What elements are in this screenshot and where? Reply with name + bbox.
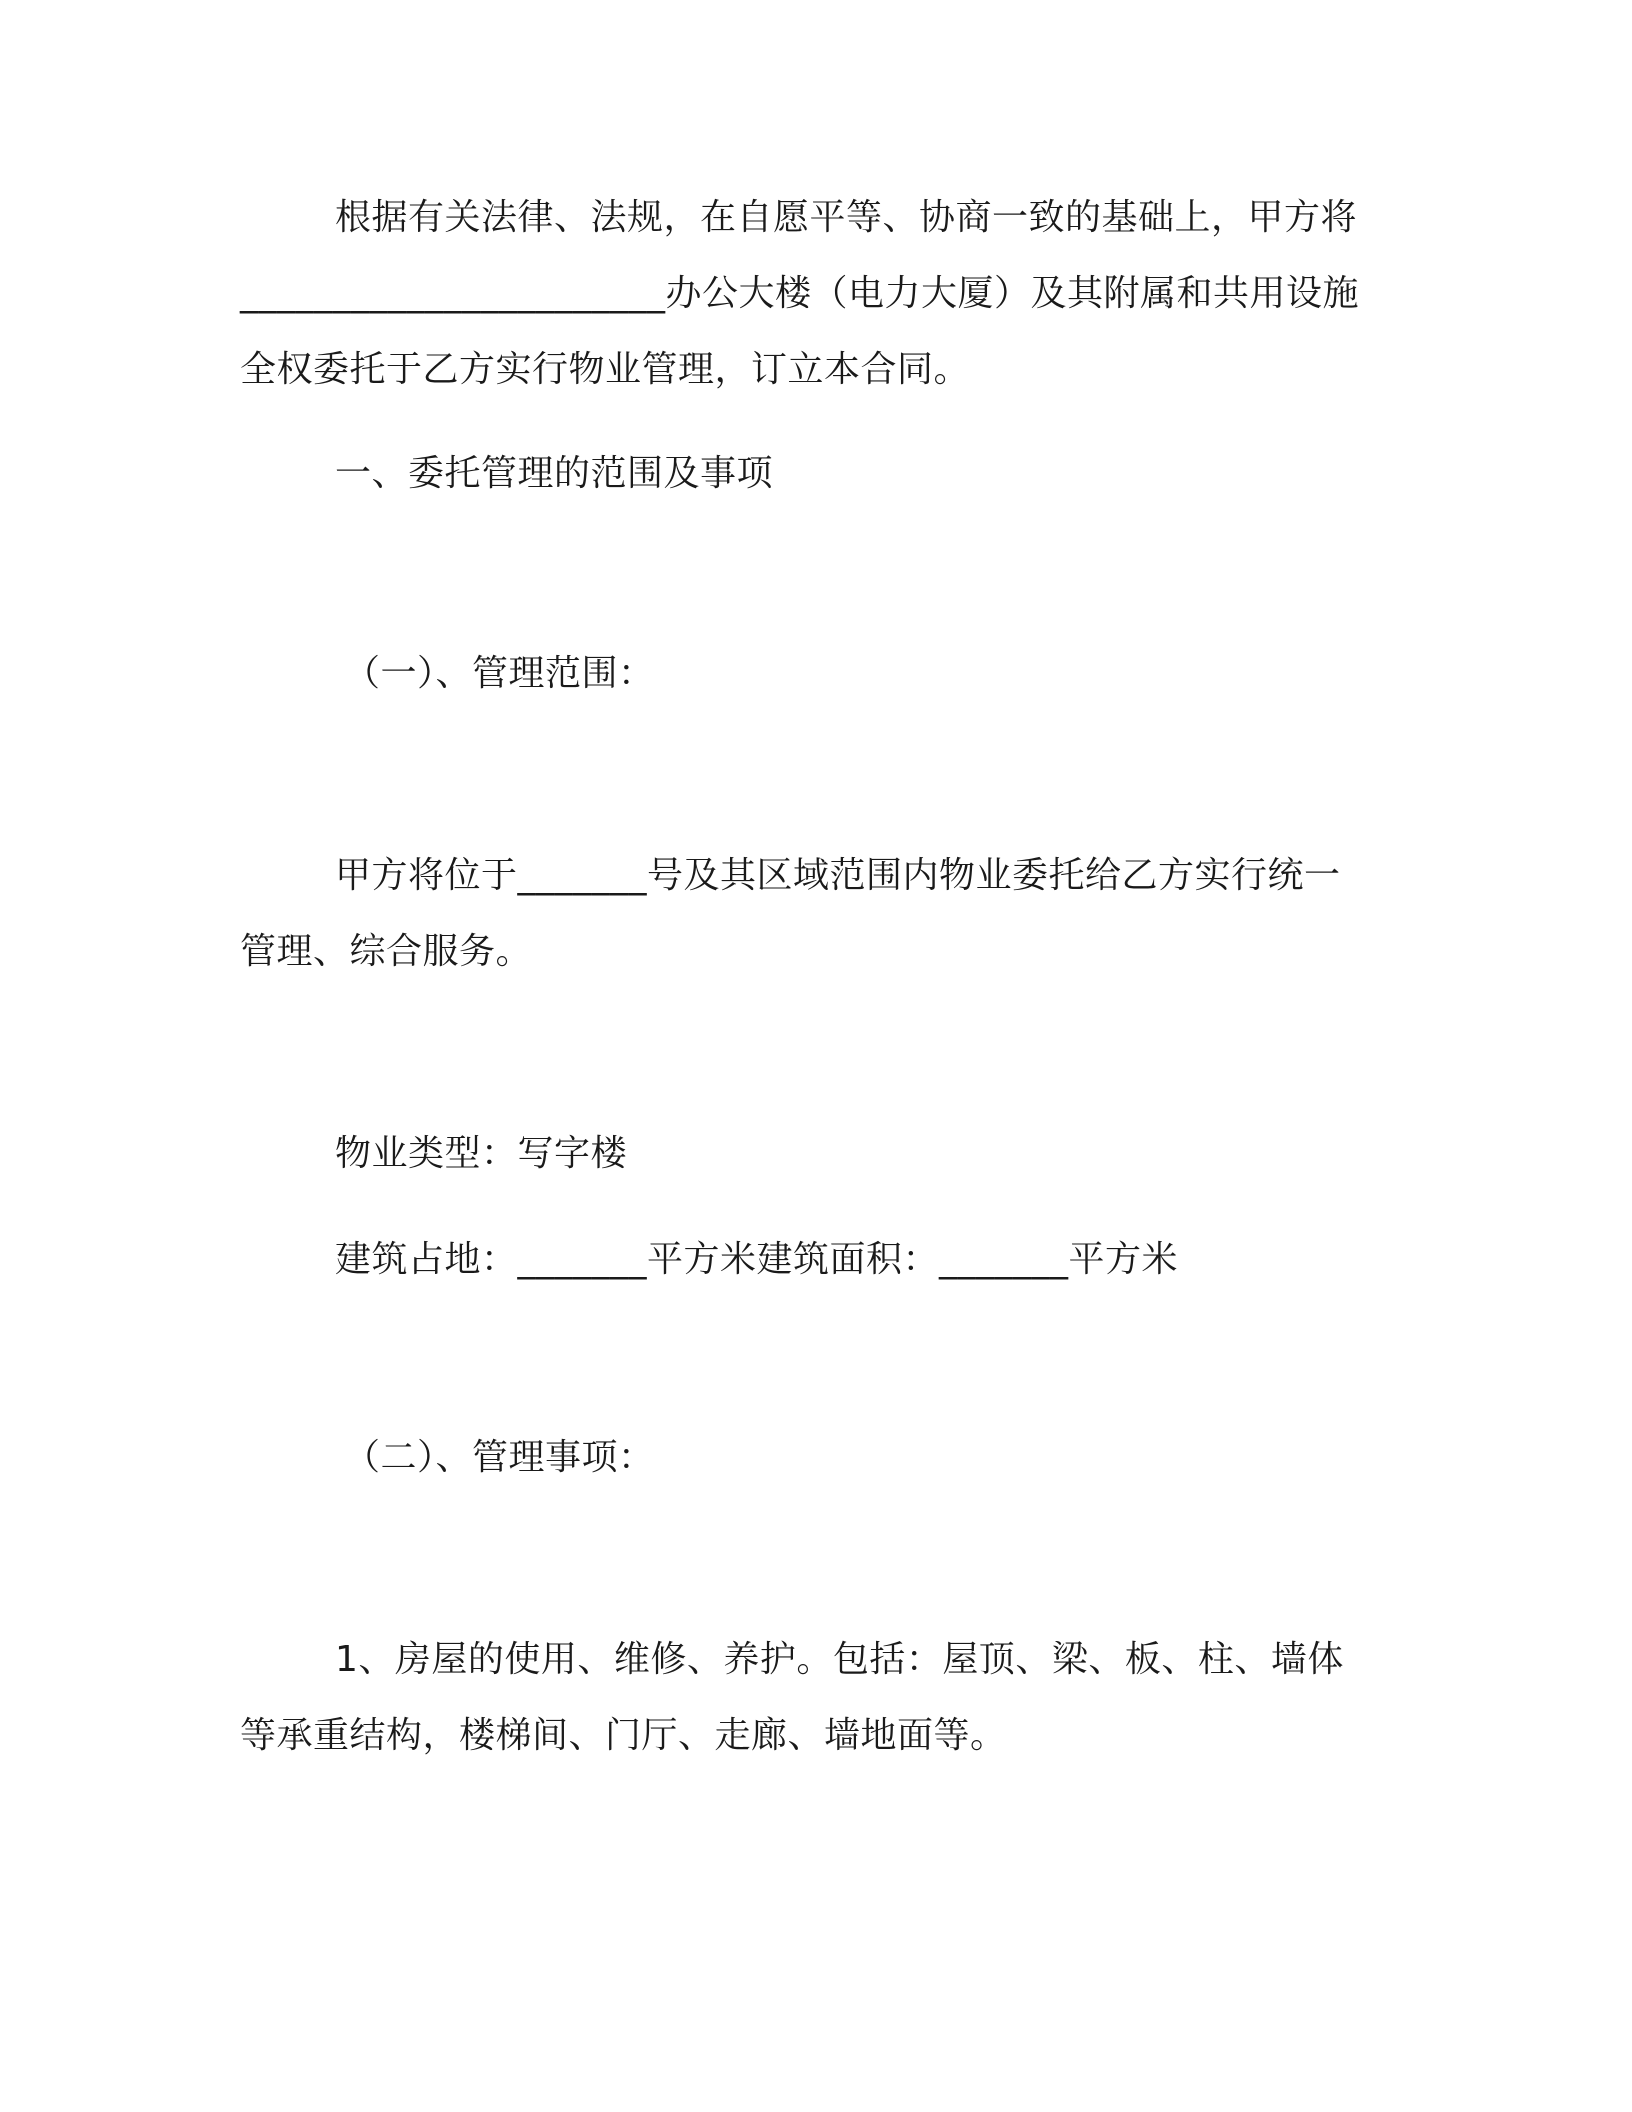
item-1-line-2: 等承重结构，楼梯间、门厅、走廊、墙地面等。 bbox=[240, 1715, 1007, 1756]
section-1-title: 一、委托管理的范围及事项 bbox=[335, 453, 774, 494]
paragraph-2-line-1: 甲方将位于_______号及其区域范围内物业委托给乙方实行统一 bbox=[335, 855, 1341, 896]
item-1-line-1: 1、房屋的使用、维修、养护。包括：屋顶、梁、板、柱、墙体 bbox=[335, 1639, 1344, 1680]
building-area-line: 建筑占地：_______平方米建筑面积：_______平方米 bbox=[335, 1239, 1179, 1280]
subsection-2-title: （二）、管理事项： bbox=[344, 1437, 655, 1478]
subsection-1-title: （一）、管理范围： bbox=[344, 653, 655, 694]
property-type-line: 物业类型：写字楼 bbox=[335, 1133, 628, 1174]
paragraph-1-line-2: _______________________办公大楼（电力大厦）及其附属和共用设施 bbox=[240, 273, 1360, 314]
paragraph-1-line-3: 全权委托于乙方实行物业管理，订立本合同。 bbox=[240, 349, 971, 390]
paragraph-1-line-1: 根据有关法律、法规，在自愿平等、协商一致的基础上，甲方将 bbox=[335, 197, 1358, 238]
paragraph-2-line-2: 管理、综合服务。 bbox=[240, 931, 533, 972]
